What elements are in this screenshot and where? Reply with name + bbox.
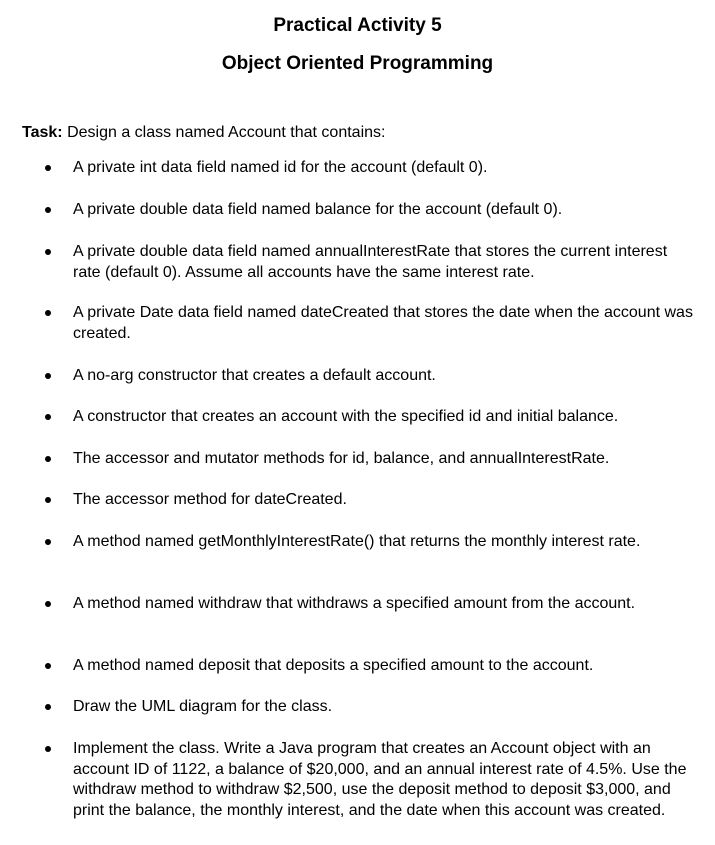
list-item-text: A no-arg constructor that creates a default account. — [73, 367, 436, 384]
bullet-icon — [45, 539, 51, 545]
list-item-text: Draw the UML diagram for the class. — [73, 698, 333, 715]
page-subtitle: Object Oriented Programming — [221, 53, 494, 74]
list-item-text: A method named deposit that deposits a specified amount to the account. — [73, 657, 594, 674]
list-item-text: The accessor method for dateCreated. — [73, 491, 347, 508]
list-item-text: A method named getMonthlyInterestRate() that returns the monthly interest rate. — [73, 533, 641, 550]
list-item-text: A constructor that creates an account with the specified id and initial balance. — [73, 408, 619, 425]
list-item-text: Implement the class. Write a Java program that creates an Account object with an account ID of 1122, a balance of $20,000, and an annual interest rate of 4.5%. Use the withdraw method to withdraw $2,500, use the deposit method to deposit $3,000, and print the balance, the monthly interest, and the date when this account was created. — [73, 740, 687, 819]
bullet-icon — [45, 207, 51, 213]
bullet-icon — [45, 310, 51, 316]
bullet-icon — [45, 165, 51, 171]
list-item-text: A private double data field named balance for the account (default 0). — [73, 201, 563, 218]
list-item-text: A method named withdraw that withdraws a specified amount from the account. — [73, 595, 636, 612]
list-item-text: A private Date data field named dateCreated that stores the date when the account was created. — [73, 304, 693, 342]
task-label: Task: — [22, 124, 63, 141]
list-item-text: The accessor and mutator methods for id, balance, and annualInterestRate. — [73, 450, 610, 467]
bullet-icon — [45, 414, 51, 420]
task-intro-text: Design a class named Account that contains: — [67, 124, 386, 141]
bullet-icon — [45, 497, 51, 503]
bullet-icon — [45, 663, 51, 669]
list-item-text: A private double data field named annualInterestRate that stores the current interest rate (default 0). Assume all accounts have the same interest rate. — [73, 243, 668, 281]
task-intro — [22, 123, 385, 143]
bullet-icon — [45, 373, 51, 379]
bullet-icon — [45, 456, 51, 462]
bullet-icon — [45, 249, 51, 255]
bullet-icon — [45, 601, 51, 607]
bullet-icon — [45, 746, 51, 752]
list-item-text: A private int data field named id for the account (default 0). — [73, 159, 488, 176]
bullet-icon — [45, 704, 51, 710]
page-title: Practical Activity 5 — [273, 15, 442, 36]
